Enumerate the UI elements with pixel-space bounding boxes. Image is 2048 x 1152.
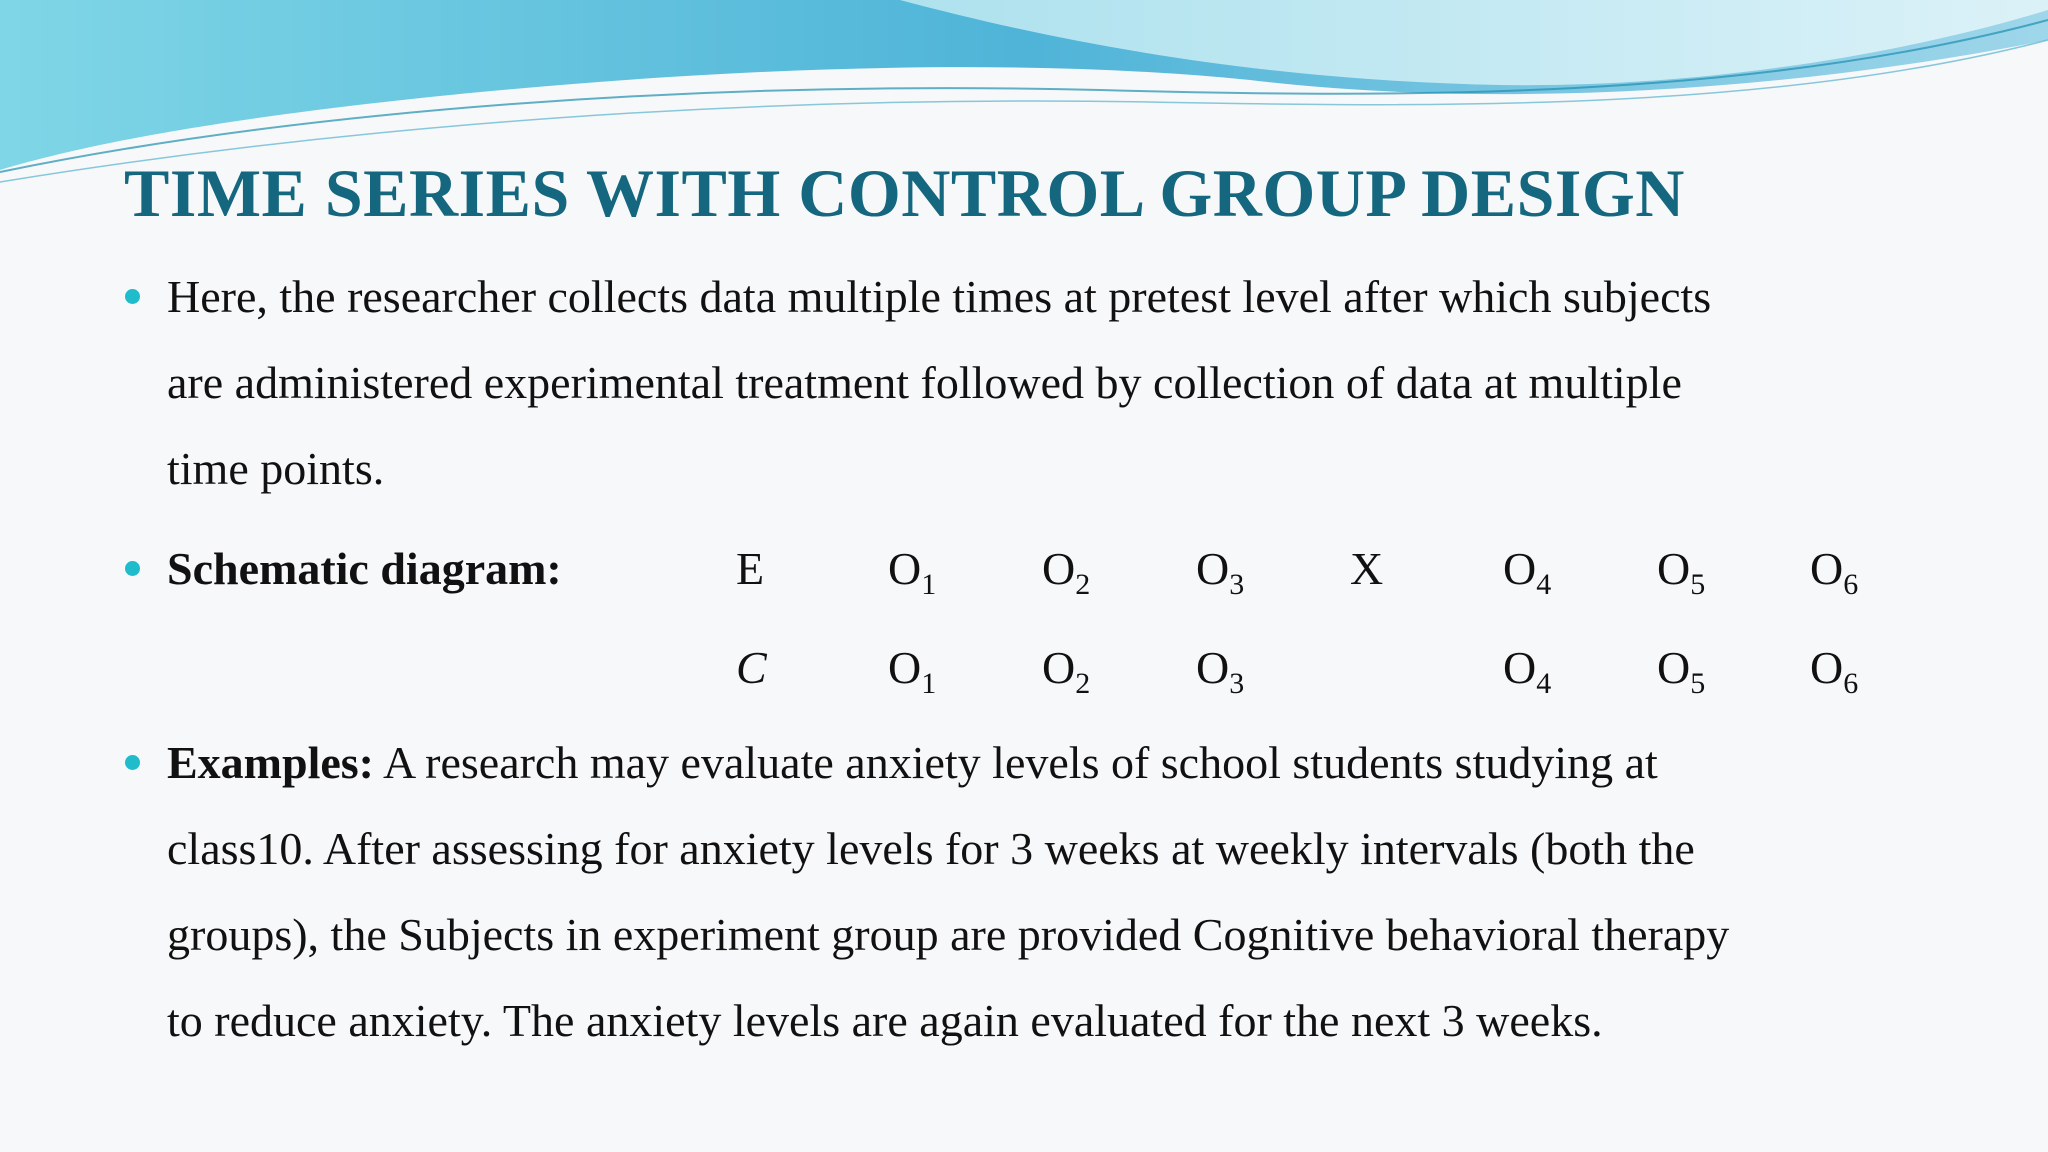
bullet-icon: [125, 289, 140, 304]
bullet-3-line-2: class10. After assessing for anxiety levels for 3 weeks at weekly intervals (both the: [167, 823, 1695, 874]
treatment-x: X: [1350, 543, 1384, 594]
schematic-label: Schematic diagram:: [167, 543, 562, 594]
obs-e-4: $O_4$: [1503, 543, 1552, 601]
obs-e-1: $O_1$: [888, 543, 937, 601]
obs-e-3: $O_3$: [1196, 543, 1245, 601]
obs-e-5: $O_5$: [1657, 543, 1706, 601]
obs-c-4: $O_4$: [1503, 642, 1552, 700]
obs-e-2: $O_2$: [1042, 543, 1091, 601]
slide-title: TIME SERIES WITH CONTROL GROUP DESIGN: [124, 155, 1685, 231]
obs-c-3: $O_3$: [1196, 642, 1245, 700]
obs-c-2: $O_2$: [1042, 642, 1091, 700]
bullet-1-line-2: are administered experimental treatment followed by collection of data at multiple: [167, 357, 1682, 408]
bullet-icon: [125, 561, 140, 576]
obs-c-5: $O_5$: [1657, 642, 1706, 700]
bullet-1-line-1: Here, the researcher collects data multiple times at pretest level after which subjects: [167, 271, 1712, 322]
obs-c-6: $O_6$: [1810, 642, 1859, 700]
bullet-3-text: [167, 720, 1729, 1064]
bullet-3-line-4: to reduce anxiety. The anxiety levels are again evaluated for the next 3 weeks.: [167, 995, 1603, 1046]
bullet-3-line-1: [167, 720, 1729, 806]
bullet-1-text: [167, 254, 1711, 512]
bullet-3-line-3: groups), the Subjects in experiment group are provided Cognitive behavioral therapy: [167, 909, 1730, 960]
bullet-icon: [125, 755, 140, 770]
examples-label: Examples:: [167, 737, 374, 788]
obs-c-1: $O_1$: [888, 642, 937, 700]
bullet-1-line-3: time points.: [167, 443, 385, 494]
obs-e-6: $O_6$: [1810, 543, 1859, 601]
bullet-3-line-1-rest: A research may evaluate anxiety levels of school students studying at: [374, 737, 1658, 788]
group-e: E: [736, 543, 765, 594]
group-c: C: [736, 642, 767, 693]
